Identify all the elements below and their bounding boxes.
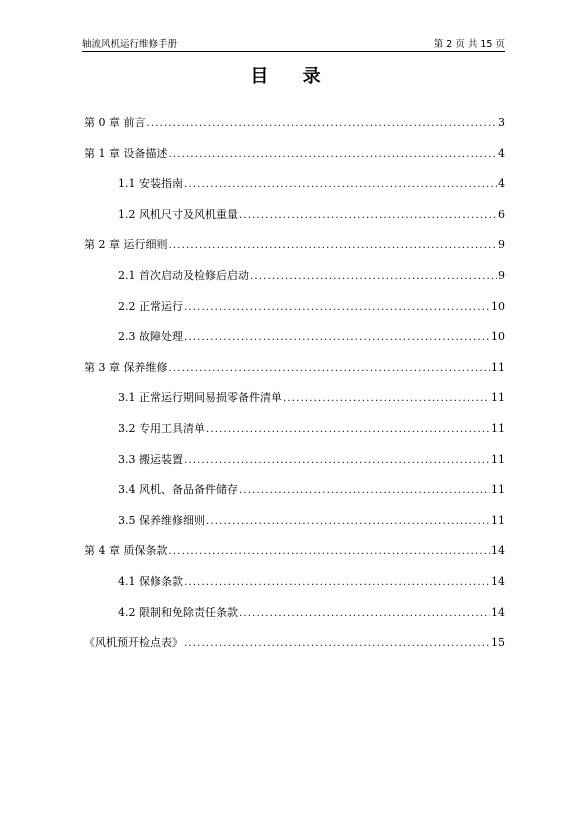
- toc-entry-text: 3.5 保养维修细则: [118, 513, 205, 527]
- toc-leader-dots: [147, 118, 498, 130]
- toc-leader-dots: [169, 546, 491, 558]
- toc-entry-text: 2.3 故障处理: [118, 330, 183, 344]
- toc-entry-text: 2.1 首次启动及检修后启动: [118, 269, 249, 282]
- header-page-number: 第 2 页 共 15 页: [433, 39, 505, 50]
- toc-entry-page: 11: [491, 513, 505, 527]
- toc-leader-dots: [184, 577, 490, 589]
- toc-entry-page: 14: [491, 605, 505, 619]
- toc-entry-2-2[interactable]: [118, 294, 505, 314]
- toc-entry-text: 第 0 章 前言: [84, 116, 146, 129]
- toc-entry-chapter-1[interactable]: [84, 141, 505, 161]
- toc-entry-chapter-2[interactable]: [84, 232, 505, 252]
- toc-entry-page: 11: [491, 360, 505, 374]
- toc-leader-dots: [184, 179, 497, 191]
- toc-entry-text: 4.2 限制和免除责任条款: [118, 605, 238, 619]
- toc-entry-page: 9: [498, 238, 505, 252]
- toc-leader-dots: [184, 638, 490, 650]
- toc-entry-text: 第 4 章 质保条款: [84, 544, 168, 558]
- toc-entry-text: 4.1 保修条款: [118, 575, 183, 588]
- toc-entry-page: 11: [491, 452, 505, 466]
- toc-entry-3-1[interactable]: [118, 385, 505, 405]
- toc-entry-page: 10: [491, 330, 505, 344]
- toc-entry-text: 第 1 章 设备描述: [84, 146, 168, 160]
- page-header: [82, 38, 505, 52]
- toc-entry-2-3[interactable]: [118, 324, 505, 344]
- toc-entry-page: 11: [491, 391, 505, 405]
- toc-entry-3-5[interactable]: [118, 508, 505, 528]
- toc-leader-dots: [239, 485, 490, 497]
- toc-entry-4-2[interactable]: [118, 600, 505, 620]
- toc-entry-3-4[interactable]: [118, 477, 505, 497]
- toc-entry-page: 3: [498, 116, 505, 129]
- header-document-title: 轴流风机运行维修手册: [82, 39, 178, 50]
- toc-entry-page: 14: [491, 575, 505, 588]
- toc-leader-dots: [169, 149, 498, 161]
- toc-entry-text: 3.3 搬运装置: [118, 452, 183, 466]
- toc-entry-page: 11: [491, 422, 505, 435]
- toc-leader-dots: [184, 302, 490, 314]
- toc-leader-dots: [184, 455, 490, 467]
- toc-leader-dots: [239, 210, 497, 222]
- page-title: 目 录: [250, 66, 335, 87]
- toc-leader-dots: [239, 608, 490, 620]
- toc-entry-text: 1.1 安装指南: [118, 177, 183, 191]
- toc-entry-3-2[interactable]: [118, 416, 505, 436]
- toc-entry-page: 10: [491, 299, 505, 313]
- toc-entry-3-3[interactable]: [118, 447, 505, 467]
- toc-entry-chapter-0[interactable]: [84, 110, 505, 130]
- toc-entry-text: 第 3 章 保养维修: [84, 360, 168, 374]
- toc-entry-2-1[interactable]: [118, 263, 505, 283]
- toc-entry-text: 《风机预开检点表》: [84, 636, 183, 650]
- toc-entry-text: 第 2 章 运行细则: [84, 238, 168, 252]
- header-rule: [82, 51, 505, 52]
- toc-entry-text: 3.4 风机、备品备件储存: [118, 483, 238, 497]
- toc-entry-text: 2.2 正常运行: [118, 299, 183, 313]
- toc-entry-page: 14: [491, 544, 505, 558]
- toc-entry-page: 15: [491, 636, 505, 650]
- toc-entry-page: 4: [498, 146, 505, 160]
- toc-entry-page: 9: [498, 269, 505, 282]
- toc-entry-text: 1.2 风机尺寸及风机重量: [118, 207, 238, 221]
- toc-entry-text: 3.1 正常运行期间易损零备件清单: [118, 391, 282, 405]
- toc-entry-page: 6: [498, 207, 505, 221]
- toc-entry-1-2[interactable]: [118, 202, 505, 222]
- toc-leader-dots: [250, 271, 497, 283]
- toc-entry-1-1[interactable]: [118, 171, 505, 191]
- toc-entry-text: 3.2 专用工具清单: [118, 422, 205, 435]
- toc-leader-dots: [206, 424, 490, 436]
- toc-leader-dots: [184, 332, 490, 344]
- toc-entry-page: 4: [498, 177, 505, 191]
- toc-leader-dots: [169, 363, 491, 375]
- toc-leader-dots: [206, 516, 490, 528]
- toc-entry-checklist[interactable]: [84, 630, 505, 650]
- toc-entry-chapter-4[interactable]: [84, 538, 505, 558]
- toc-entry-chapter-3[interactable]: [84, 355, 505, 375]
- toc-leader-dots: [169, 240, 498, 252]
- toc-entry-4-1[interactable]: [118, 569, 505, 589]
- toc-leader-dots: [283, 393, 490, 405]
- toc-entry-page: 11: [491, 483, 505, 497]
